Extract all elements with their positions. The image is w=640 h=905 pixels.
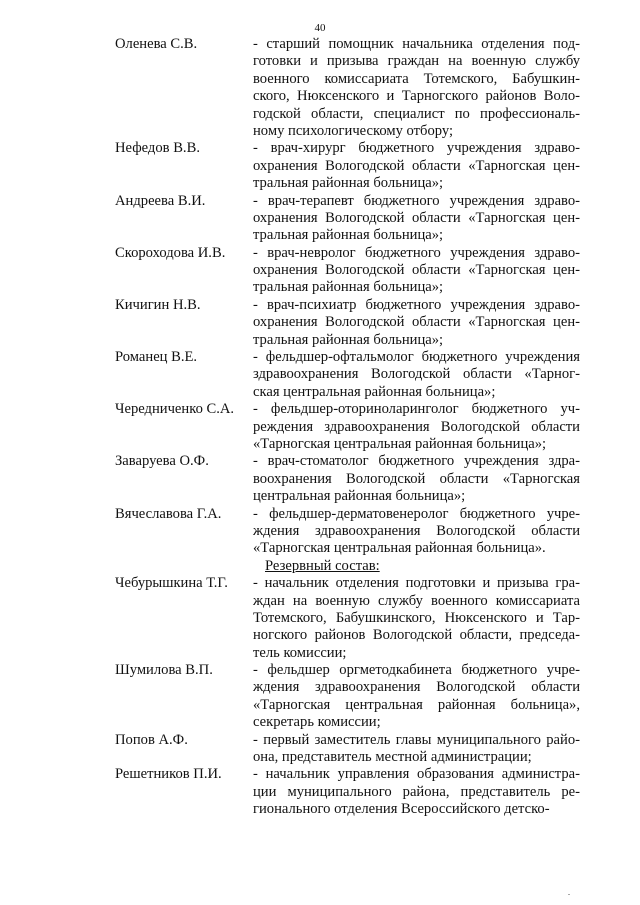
- member-entry: [115, 401, 580, 453]
- corner-mark: .: [568, 888, 570, 897]
- member-entry: [115, 732, 580, 767]
- member-role: [253, 506, 580, 558]
- role-line: тель комиссии;: [253, 644, 347, 661]
- role-line: ского, Нюксенского и Тарногского районов Воло-: [253, 88, 580, 105]
- member-entry: [115, 245, 580, 297]
- role-line: охранения Вологодской области «Тарногская цен-: [253, 209, 580, 226]
- role-line: центральная районная больница»;: [253, 488, 466, 505]
- member-role: [253, 453, 580, 505]
- member-entry: [115, 506, 580, 558]
- role-line: - врач-хирург бюджетного учреждения здраво-: [253, 140, 580, 157]
- role-line: военного комиссариата Тотемского, Бабушкин-: [253, 70, 580, 87]
- role-line: - фельдшер-дерматовенеролог бюджетного учре-: [253, 505, 580, 522]
- role-line: - фельдшер-оториноларинголог бюджетного уч-: [253, 401, 580, 418]
- role-line: ская центральная районная больница»;: [253, 383, 496, 400]
- role-line: - врач-стоматолог бюджетного учреждения здра-: [253, 453, 580, 470]
- role-line: - первый заместитель главы муниципального райо-: [253, 731, 580, 748]
- member-name: Андреева В.И.: [115, 192, 206, 209]
- role-line: ному психологическому отбору;: [253, 122, 454, 139]
- member-name: Попов А.Ф.: [115, 731, 188, 748]
- role-line: - врач-невролог бюджетного учреждения здраво-: [253, 244, 580, 261]
- role-line: «Тарногская центральная районная больница»;: [253, 435, 547, 452]
- role-line: - врач-психиатр бюджетного учреждения здраво-: [253, 296, 580, 313]
- role-line: тральная районная больница»;: [253, 227, 444, 244]
- role-line: - старший помощник начальника отделения под-: [253, 36, 580, 52]
- role-line: - фельдшер-офтальмолог бюджетного учреждения: [253, 349, 580, 366]
- member-role: [253, 575, 580, 662]
- member-entry: [115, 140, 580, 192]
- member-name: Оленева С.В.: [115, 36, 198, 52]
- member-entry: [115, 453, 580, 505]
- member-name: Шумилова В.П.: [115, 662, 213, 679]
- role-line: охранения Вологодской области «Тарногская цен-: [253, 314, 580, 331]
- role-line: тральная районная больница»;: [253, 175, 444, 192]
- member-role: [253, 766, 580, 818]
- member-role: [253, 662, 580, 732]
- member-entry: [115, 193, 580, 245]
- role-line: гионального отделения Всероссийского детско-: [253, 801, 550, 818]
- role-line: «Тарногская центральная районная больница».: [253, 540, 546, 557]
- role-line: готовки и призыва граждан на военную службу: [253, 53, 580, 70]
- role-line: тральная районная больница»;: [253, 331, 444, 348]
- member-role: [253, 245, 580, 297]
- member-role: [253, 349, 580, 401]
- reserve-heading: [115, 558, 580, 575]
- member-role: [253, 193, 580, 245]
- reserve-members: [115, 575, 580, 818]
- member-role: [253, 297, 580, 349]
- member-role: [253, 140, 580, 192]
- member-name: Скороходова И.В.: [115, 244, 226, 261]
- role-line: ждения здравоохранения Вологодской области: [253, 679, 580, 696]
- member-name: Чебурышкина Т.Г.: [115, 575, 228, 592]
- role-line: ногского районов Вологодской области, председа-: [253, 627, 580, 644]
- member-name: Кичигин Н.В.: [115, 296, 201, 313]
- role-line: - врач-терапевт бюджетного учреждения здраво-: [253, 192, 580, 209]
- role-line: охранения Вологодской области «Тарногская цен-: [253, 262, 580, 279]
- role-line: Тотемского, Бабушкинского, Нюксенского и Тар-: [253, 609, 580, 626]
- member-entry: [115, 575, 580, 662]
- role-line: секретарь комиссии;: [253, 714, 381, 731]
- role-line: она, представитель местной администрации;: [253, 749, 532, 766]
- member-name: Нефедов В.В.: [115, 140, 200, 157]
- role-line: тральная районная больница»;: [253, 279, 444, 296]
- member-role: [253, 36, 580, 140]
- member-role: [253, 732, 580, 767]
- member-entry: [115, 662, 580, 732]
- role-line: ции муниципального района, представитель ре-: [253, 783, 580, 800]
- reserve-heading-text: Резервный состав:: [265, 557, 380, 574]
- role-line: - фельдшер оргметодкабинета бюджетного учре-: [253, 662, 580, 679]
- member-entry: [115, 297, 580, 349]
- member-entry: [115, 36, 580, 140]
- role-line: «Тарногская центральная районная больница»,: [253, 696, 580, 713]
- member-entry: [115, 349, 580, 401]
- role-line: годской области, специалист по профессиональ-: [253, 105, 580, 122]
- commission-list: [115, 36, 580, 819]
- member-name: Вячеславова Г.А.: [115, 505, 222, 522]
- member-role: [253, 401, 580, 453]
- member-entry: [115, 766, 580, 818]
- main-members: [115, 36, 580, 558]
- member-name: Чередниченко С.А.: [115, 401, 235, 418]
- member-name: Решетников П.И.: [115, 766, 222, 783]
- role-line: ждан на военную службу военного комиссариата: [253, 592, 580, 609]
- page-number: 40: [314, 22, 326, 34]
- role-line: - начальник управления образования администра-: [253, 766, 580, 783]
- role-line: воохранения Вологодской области «Тарногская: [253, 470, 580, 487]
- role-line: - начальник отделения подготовки и призыва гра-: [253, 575, 580, 592]
- member-name: Романец В.Е.: [115, 349, 198, 366]
- member-name: Заваруева О.Ф.: [115, 453, 209, 470]
- role-line: охранения Вологодской области «Тарногская цен-: [253, 157, 580, 174]
- role-line: здравоохранения Вологодской области «Тарног-: [253, 366, 580, 383]
- role-line: реждения здравоохранения Вологодской области: [253, 418, 580, 435]
- role-line: ждения здравоохранения Вологодской области: [253, 522, 580, 539]
